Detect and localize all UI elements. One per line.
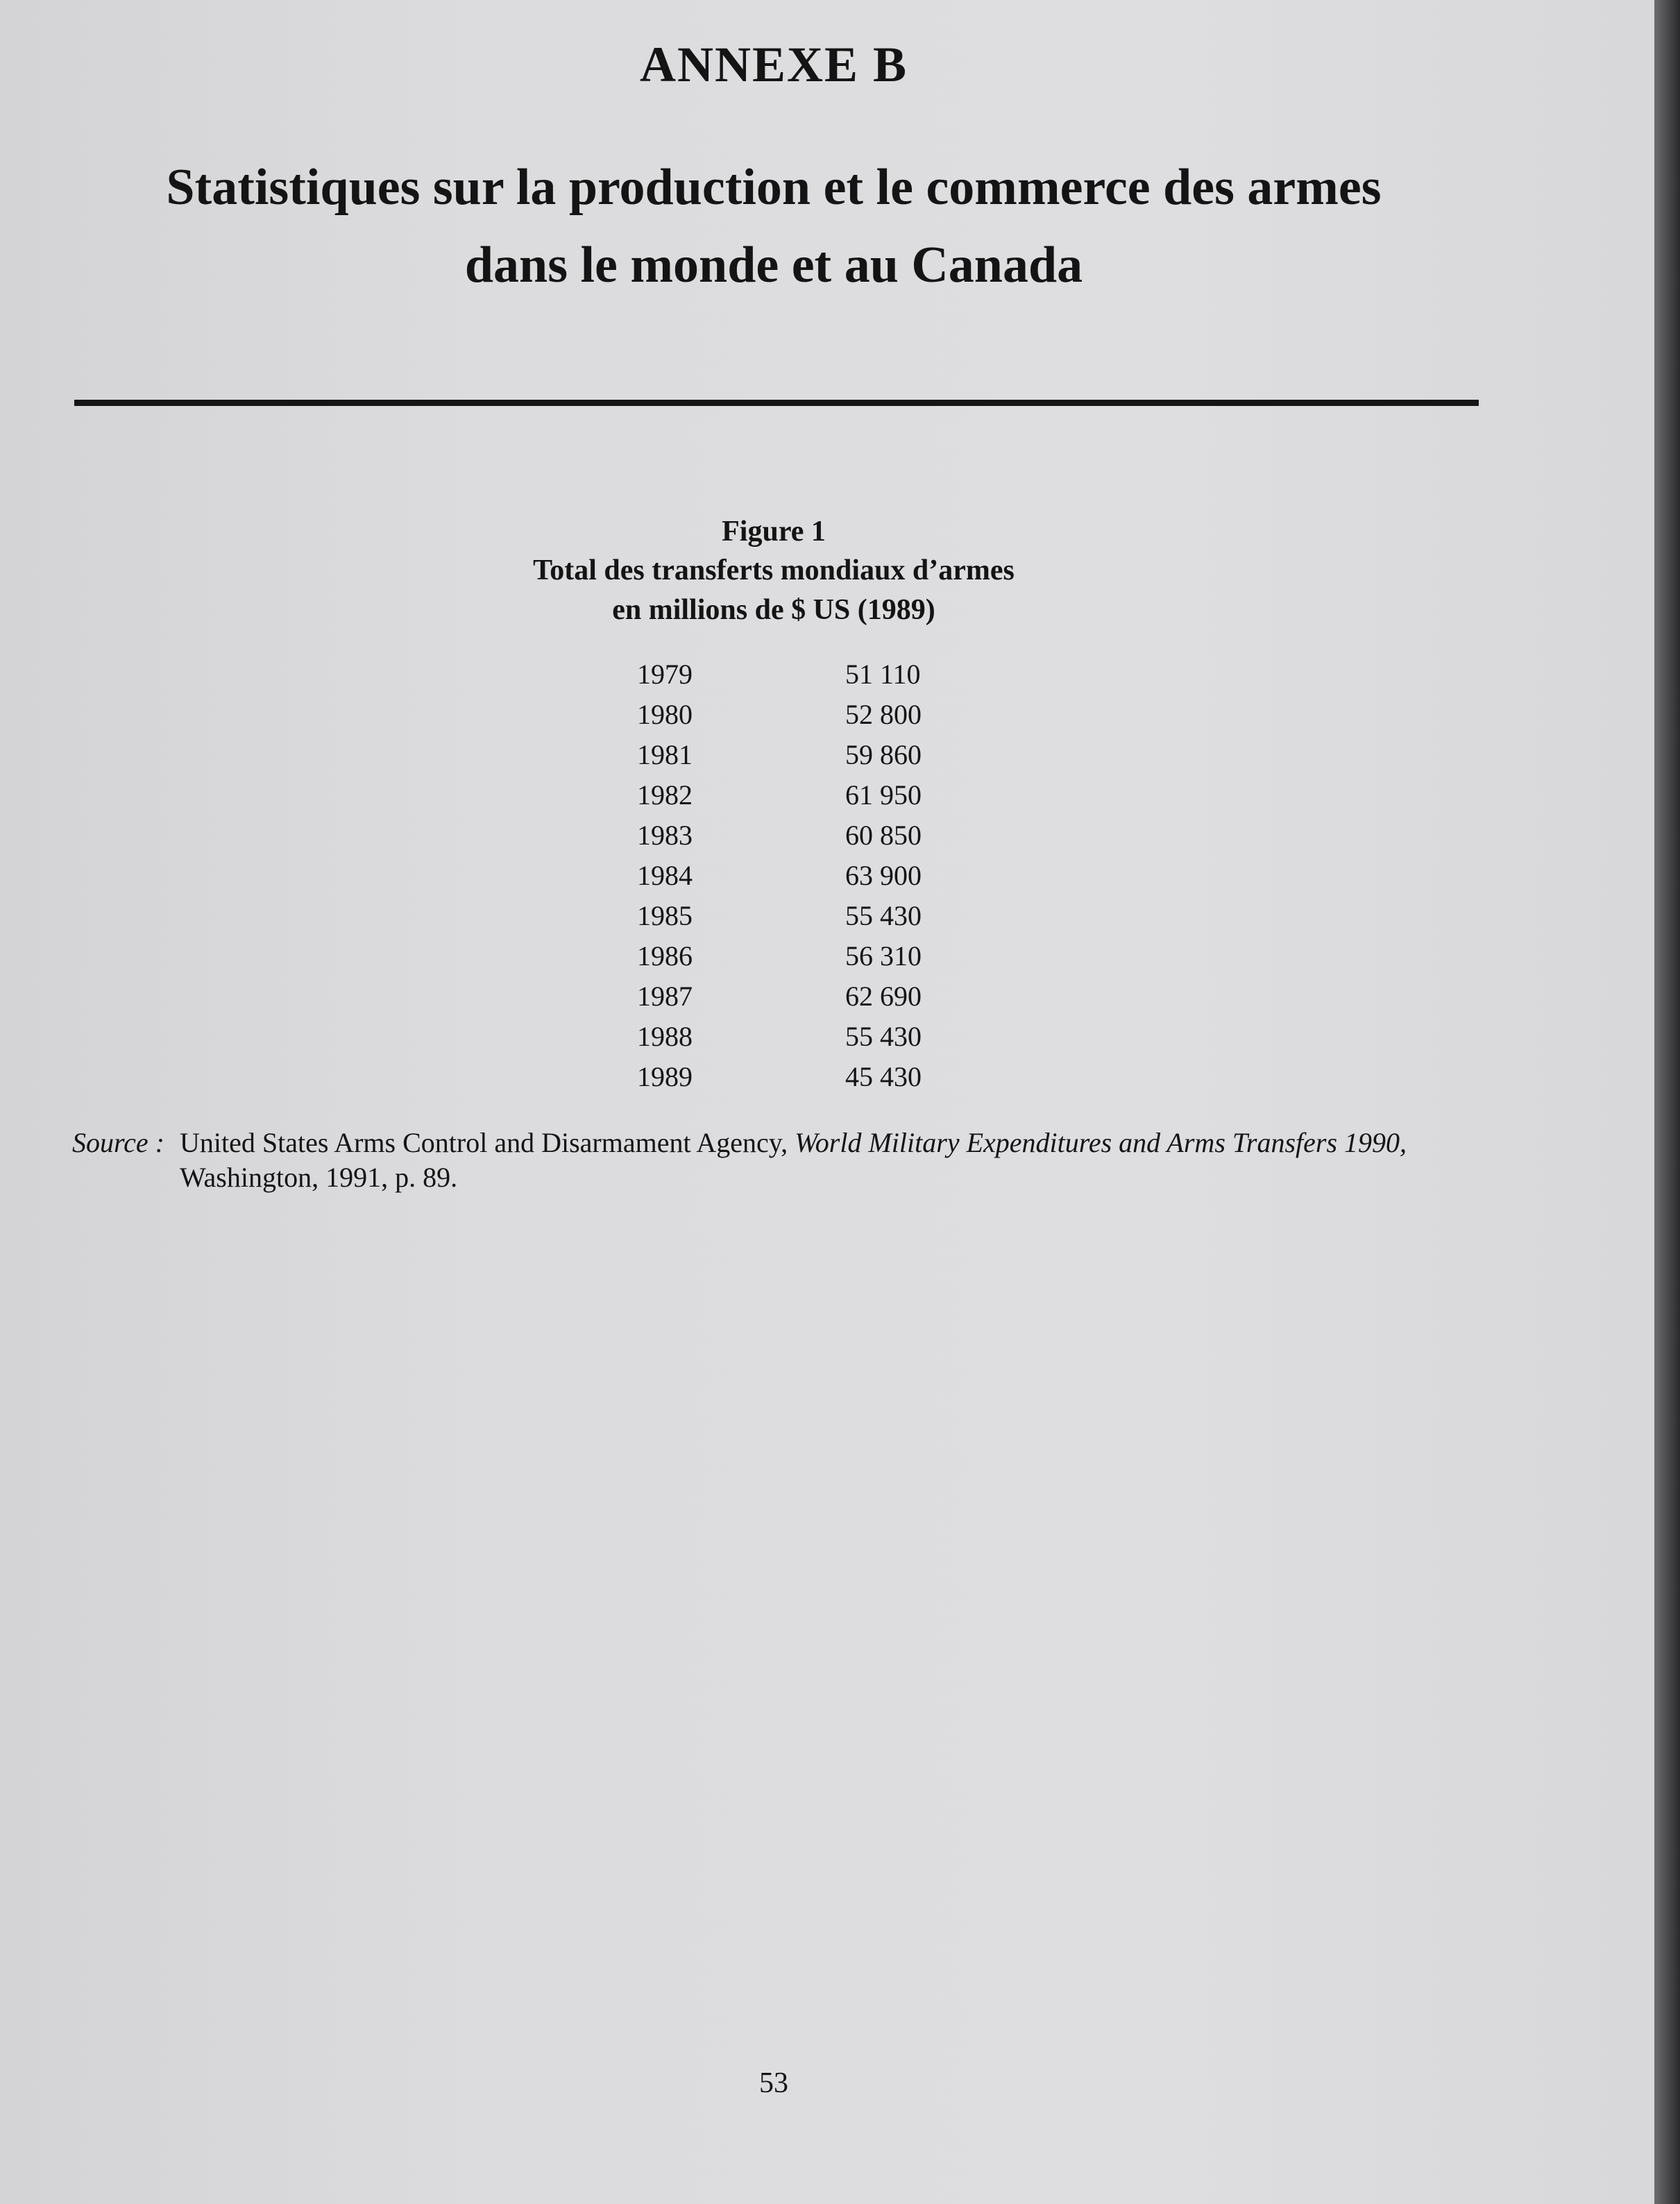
figure-label: Figure 1 <box>722 516 826 548</box>
document-title-line-2: dans le monde et au Canada <box>464 237 1083 294</box>
year-cell: 1986 <box>637 940 693 972</box>
table-row <box>0 658 1665 698</box>
year-cell: 1980 <box>637 699 693 730</box>
year-cell: 1982 <box>637 779 693 811</box>
value-cell: 45 430 <box>845 1061 922 1092</box>
year-cell: 1989 <box>637 1061 693 1092</box>
source-line-1 <box>180 1126 1407 1160</box>
source-publication-title: World Military Expenditures and Arms Transfers 1990, <box>795 1127 1407 1158</box>
source-body <box>180 1126 1407 1193</box>
table-row <box>0 899 1665 940</box>
figure-subtitle: en millions de $ US (1989) <box>612 594 935 626</box>
table-row <box>0 980 1665 1020</box>
table-row <box>0 940 1665 980</box>
value-cell: 59 860 <box>845 739 922 770</box>
horizontal-divider <box>74 400 1479 406</box>
table-row <box>0 819 1665 859</box>
value-cell: 55 430 <box>845 900 922 931</box>
year-cell: 1981 <box>637 739 693 770</box>
value-cell: 56 310 <box>845 940 922 972</box>
year-cell: 1983 <box>637 820 693 851</box>
table-row <box>0 859 1665 899</box>
table-row <box>0 698 1665 738</box>
annex-heading: ANNEXE B <box>639 37 908 92</box>
year-cell: 1985 <box>637 900 693 931</box>
value-cell: 61 950 <box>845 779 922 811</box>
source-line-2: Washington, 1991, p. 89. <box>180 1162 458 1193</box>
year-cell: 1988 <box>637 1021 693 1052</box>
year-cell: 1987 <box>637 981 693 1012</box>
document-title-line-1: Statistiques sur la production et le commerce des armes <box>166 159 1382 216</box>
source-agency: United States Arms Control and Disarmament Agency, <box>180 1127 795 1158</box>
value-cell: 60 850 <box>845 820 922 851</box>
figure-title: Total des transferts mondiaux d’armes <box>533 554 1015 586</box>
scan-edge <box>1654 0 1680 2204</box>
table-row <box>0 779 1665 819</box>
table-row <box>0 738 1665 779</box>
table-row <box>0 1020 1665 1060</box>
year-cell: 1979 <box>637 659 693 690</box>
year-cell: 1984 <box>637 860 693 891</box>
table-row <box>0 1060 1665 1101</box>
page-number: 53 <box>759 2067 788 2099</box>
value-cell: 55 430 <box>845 1021 922 1052</box>
value-cell: 62 690 <box>845 981 922 1012</box>
source-label: Source : <box>72 1127 164 1158</box>
value-cell: 52 800 <box>845 699 922 730</box>
value-cell: 51 110 <box>845 659 921 690</box>
value-cell: 63 900 <box>845 860 922 891</box>
